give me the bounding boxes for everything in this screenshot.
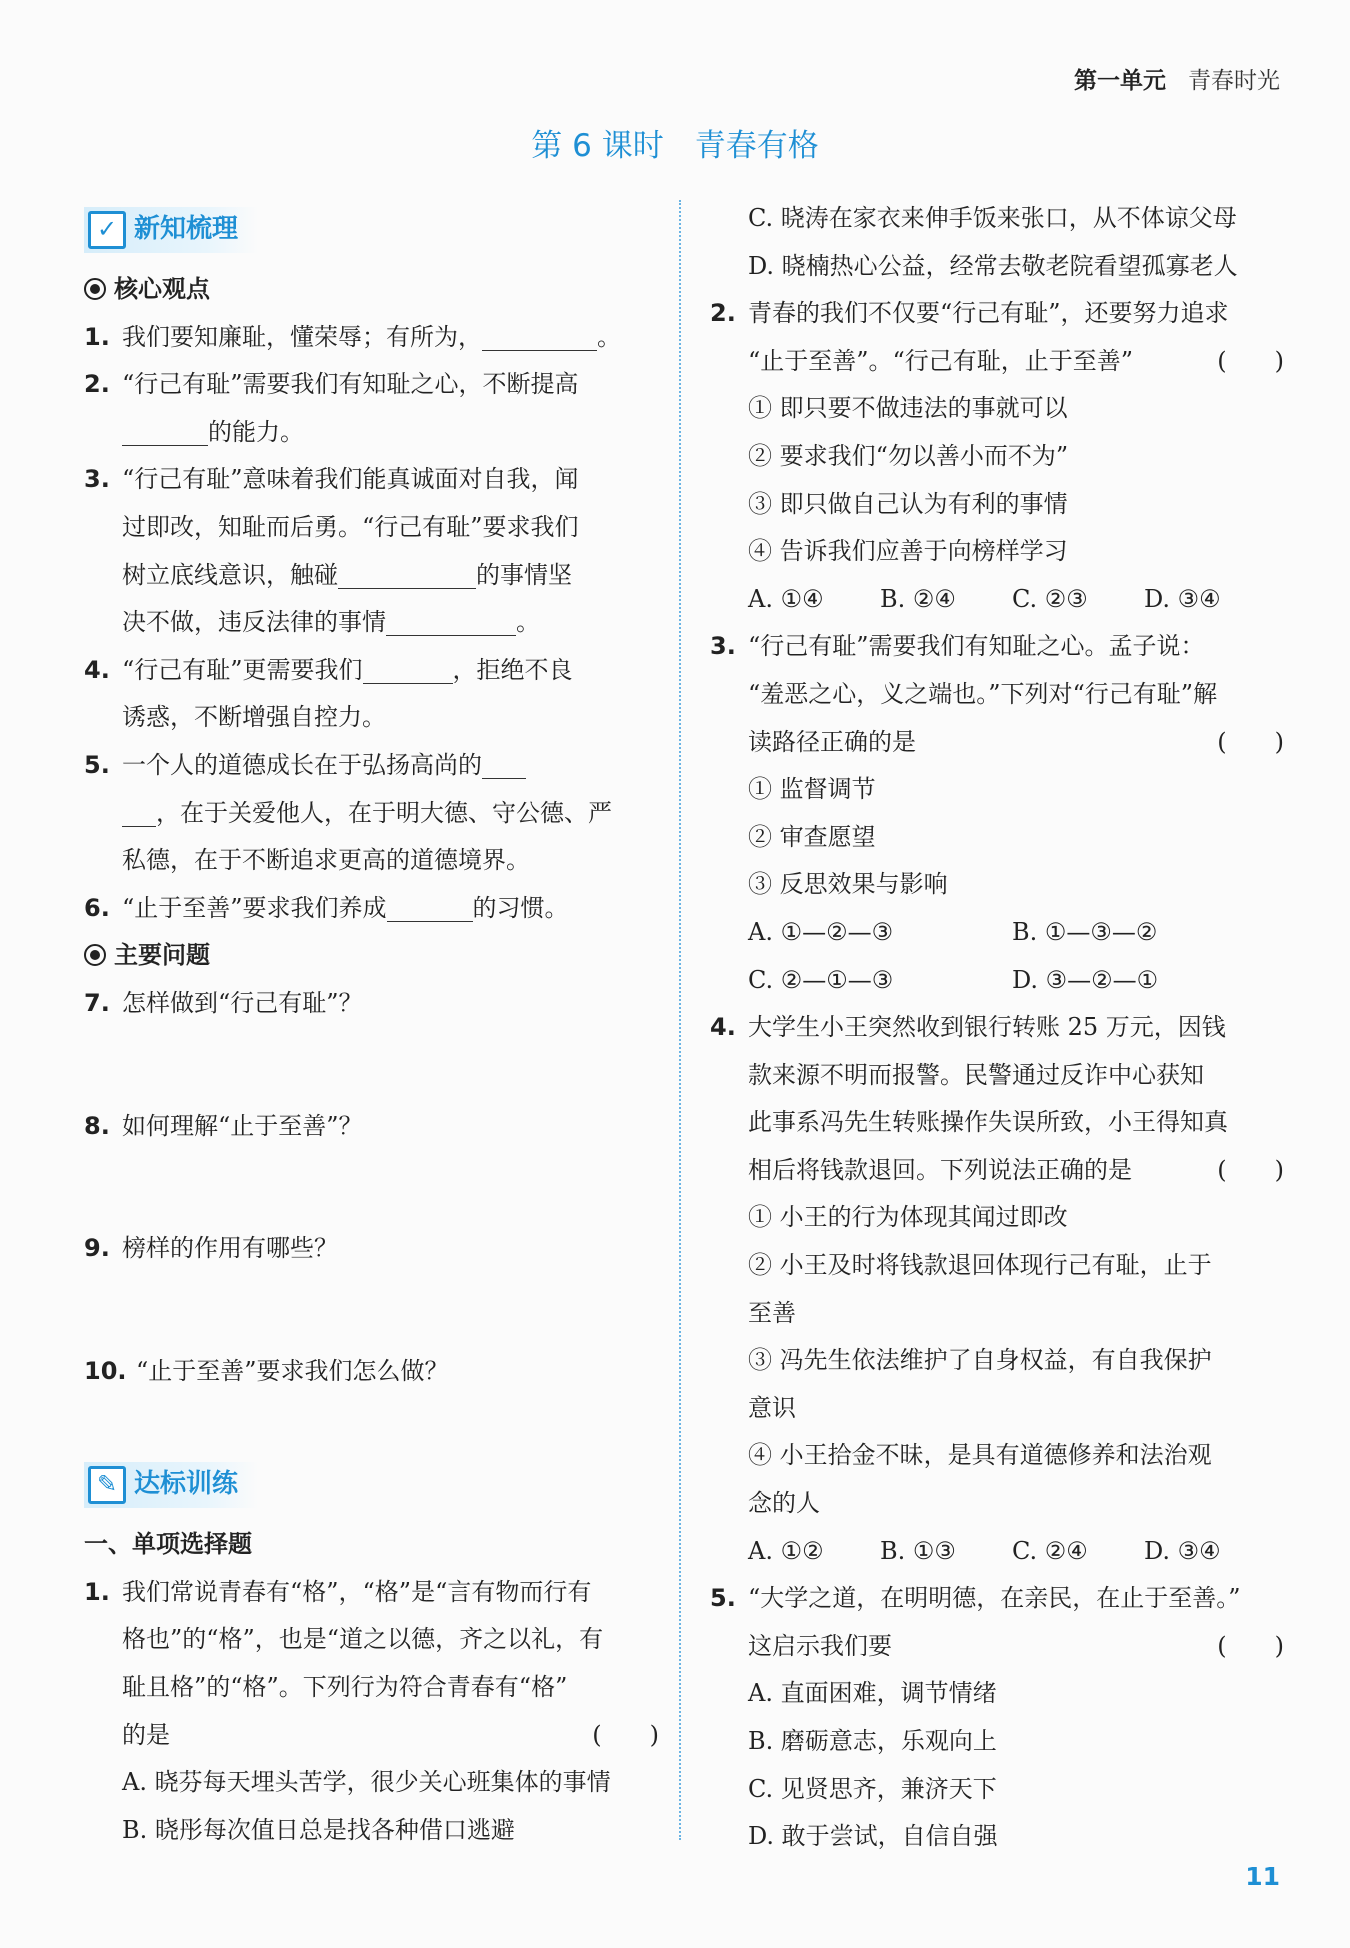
mc1-option-b[interactable]: B. 晓彤每次值日总是找各种借口逃避 (122, 1815, 515, 1844)
mc5-option-a[interactable]: A. 直面困难，调节情绪 (748, 1679, 997, 1708)
mc4-option-a[interactable]: A. ①② (748, 1536, 824, 1565)
answer-space[interactable] (84, 1150, 659, 1225)
single-choice-heading: 一、单项选择题 (84, 1530, 252, 1559)
main-q10: 10. “止于至善”要求我们怎么做？ (84, 1356, 449, 1385)
answer-space[interactable] (84, 1028, 659, 1103)
answer-space[interactable] (84, 1395, 659, 1453)
mc2-option-b[interactable]: B. ②④ (880, 584, 956, 613)
core-q2: 2. “行己有耻”需要我们有知耻之心，不断提高 (84, 370, 579, 399)
column-divider (679, 200, 681, 1840)
unit-label: 第一单元 (1074, 68, 1166, 94)
answer-blank[interactable] (122, 415, 208, 446)
mc4-options (710, 1528, 1284, 1576)
bullet-icon (84, 944, 106, 966)
mc3-option-b[interactable]: B. ①—③—② (1012, 917, 1158, 946)
answer-blank[interactable] (482, 320, 597, 351)
answer-paren[interactable]: ( ) (1217, 1155, 1284, 1184)
mc2-option-a[interactable]: A. ①④ (748, 584, 824, 613)
mc4-option-c[interactable]: C. ②④ (1012, 1536, 1088, 1565)
right-column: C. 晓涛在家衣来伸手饭来张口，从不体谅父母 D. 晓楠热心公益，经常去敬老院看望孤寡老人 2. 青春的我们不仅要“行己有耻”，还要努力追求 “止于至善”。“行己有耻，止于至善” ( ) ① 即只要不做违法的事就可以 ② 要求我们“勿以善小而不为” ③ 即只做自己认为有利的事情 ④ 告诉我们应善于向榜样学习 A. ①④ B. ②④ C. ②③ D. ③④ 3. “行己有耻”需要我们有知耻之心。孟子说： “羞恶之心，义之端也。”下列对“行己有耻”解 读路径正确的是 ( ) ① 监督调节 ② 审查愿望 ③ 反思效果与影响 A. ①—②—③ B. ①—③—② C. ②—①—③ D. ③—②—① 4. 大学生小王突然收到银行转账 25 万元，因钱 款来源不明而报警。民警通过反诈中心获知 此事系冯先生转账操作失误所致，小王得知真 相后将钱款退回。下列说法正确的是 ( ) ① 小王的行为体现其闻过即改 ② 小王及时将钱款退回体现行己有耻，止于 至善 ③ 冯先生依法维护了自身权益，有自我保护 意识 ④ 小王拾金不昧，是具有道德修养和法治观 念的人 A. ①② B. ①③ C. ②④ D. ③④ 5. “大学之道，在明明德，在亲民，在止于至善。” 这启示我们要 ( ) A. 直面困难，调节情绪 B. 磨砺意志，乐观向上 C. 见贤思齐，兼济天下 D. 敢于尝试，自信自强 (710, 195, 1284, 1861)
lesson-title: 第 6 课时 青春有格 (531, 128, 819, 164)
answer-blank[interactable] (482, 748, 526, 779)
answer-paren[interactable]: ( ) (1217, 1631, 1284, 1660)
main-q8: 8. 如何理解“止于至善”？ (84, 1111, 363, 1140)
pencil-icon: ✎ (88, 1466, 126, 1504)
answer-paren[interactable]: ( ) (592, 1720, 659, 1749)
mc4-stem: 4. 大学生小王突然收到银行转账 25 万元，因钱 (710, 1013, 1226, 1042)
answer-space[interactable] (84, 1273, 659, 1348)
subsection-main-questions: 主要问题 (84, 932, 659, 980)
unit-theme: 青春时光 (1188, 68, 1280, 94)
core-q1: 1. 我们要知廉耻，懂荣辱；有所为， 。 (84, 314, 659, 362)
answer-blank[interactable] (386, 605, 516, 636)
answer-paren[interactable]: ( ) (1217, 346, 1284, 375)
mc5-option-c[interactable]: C. 见贤思齐，兼济天下 (748, 1774, 997, 1803)
answer-blank[interactable] (363, 653, 453, 684)
answer-blank-cont[interactable] (122, 796, 156, 827)
main-q9: 9. 榜样的作用有哪些？ (84, 1234, 338, 1263)
mc2-options (710, 576, 1284, 624)
core-q5: 5. 一个人的道德成长在于弘扬高尚的 (84, 742, 659, 790)
subsection-core-points: 核心观点 (84, 266, 659, 314)
mc3-option-a[interactable]: A. ①—②—③ (748, 917, 894, 946)
answer-paren[interactable]: ( ) (1217, 727, 1284, 756)
mc5-stem: 5. “大学之道，在明明德，在亲民，在止于至善。” (710, 1584, 1241, 1613)
section-header-training: ✎ 达标训练 (84, 1455, 659, 1515)
mc3-option-c[interactable]: C. ②—①—③ (748, 965, 894, 994)
left-column: ✓ 新知梳理 核心观点 1. 我们要知廉耻，懂荣辱；有所为， 。 2. “行己有耻”需要我们有知耻之心，不断提高 的能力。 3. “行己有耻”意味着我们能真诚面对自我，闻 过即改，知耻而后勇。“行己有耻”要求我们 树立底线意识，触碰 的事情坚 决不做，违反法律的事情 。 4. “行己有耻”更需要我们 ，拒绝不良 诱惑，不断增强自控力。 5. 一个人的道德成长在于弘扬高尚的 ，在于关爱他人，在于明大德、守公德、严 私德，在于不断追求更高的道德境界。 6. “止于至善”要求我们养成 的习惯。 主要问题 7. 怎样做到“行己有耻”？ 8. 如何理解“止于至善”？ 9. 榜样的作用有哪些？ 10. “止于至善”要求我们怎么做？ ✎ 达标训练 一、单项选择题 1. 我们常说青春有“格”，“格”是“言有物而行有 格也”的“格”，也是“道之以德，齐之以礼，有 耻且格”的“格”。下列行为符合青春有“格” 的是 ( ) A. 晓芬每天埋头苦学，很少关心班集体的事情 B. 晓彤每次值日总是找各种借口逃避 (84, 198, 659, 1854)
answer-blank[interactable] (387, 891, 473, 922)
core-q6: 6. “止于至善”要求我们养成 的习惯。 (84, 885, 659, 933)
running-header (1074, 62, 1280, 95)
mc4-option-d[interactable]: D. ③④ (1144, 1536, 1221, 1565)
bullet-icon (84, 278, 106, 300)
page-number: 11 (1245, 1862, 1280, 1891)
mc5-option-d[interactable]: D. 敢于尝试，自信自强 (748, 1822, 998, 1851)
answer-blank[interactable] (338, 558, 476, 589)
mc4-option-b[interactable]: B. ①③ (880, 1536, 956, 1565)
mc1-option-d[interactable]: D. 晓楠热心公益，经常去敬老院看望孤寡老人 (748, 251, 1238, 280)
mc2-stem: 2. 青春的我们不仅要“行己有耻”，还要努力追求 (710, 299, 1229, 328)
mc3-stem: 3. “行己有耻”需要我们有知耻之心。孟子说： (710, 632, 1205, 661)
main-q7: 7. 怎样做到“行己有耻”？ (84, 988, 363, 1017)
mc5-option-b[interactable]: B. 磨砺意志，乐观向上 (748, 1727, 997, 1755)
core-q4: 4. “行己有耻”更需要我们 ，拒绝不良 (84, 647, 659, 695)
mc3-option-d[interactable]: D. ③—②—① (1012, 965, 1159, 994)
mc1-stem: 1. 我们常说青春有“格”，“格”是“言有物而行有 (84, 1577, 592, 1606)
core-q3: 3. “行己有耻”意味着我们能真诚面对自我，闻 (84, 465, 579, 494)
mc2-option-c[interactable]: C. ②③ (1012, 584, 1088, 613)
checkbox-icon: ✓ (88, 211, 126, 249)
mc1-option-a[interactable]: A. 晓芬每天埋头苦学，很少关心班集体的事情 (122, 1768, 611, 1797)
mc1-option-c[interactable]: C. 晓涛在家衣来伸手饭来张口，从不体谅父母 (748, 204, 1237, 232)
mc2-option-d[interactable]: D. ③④ (1144, 584, 1221, 613)
section-header-new-knowledge: ✓ 新知梳理 (84, 200, 659, 260)
